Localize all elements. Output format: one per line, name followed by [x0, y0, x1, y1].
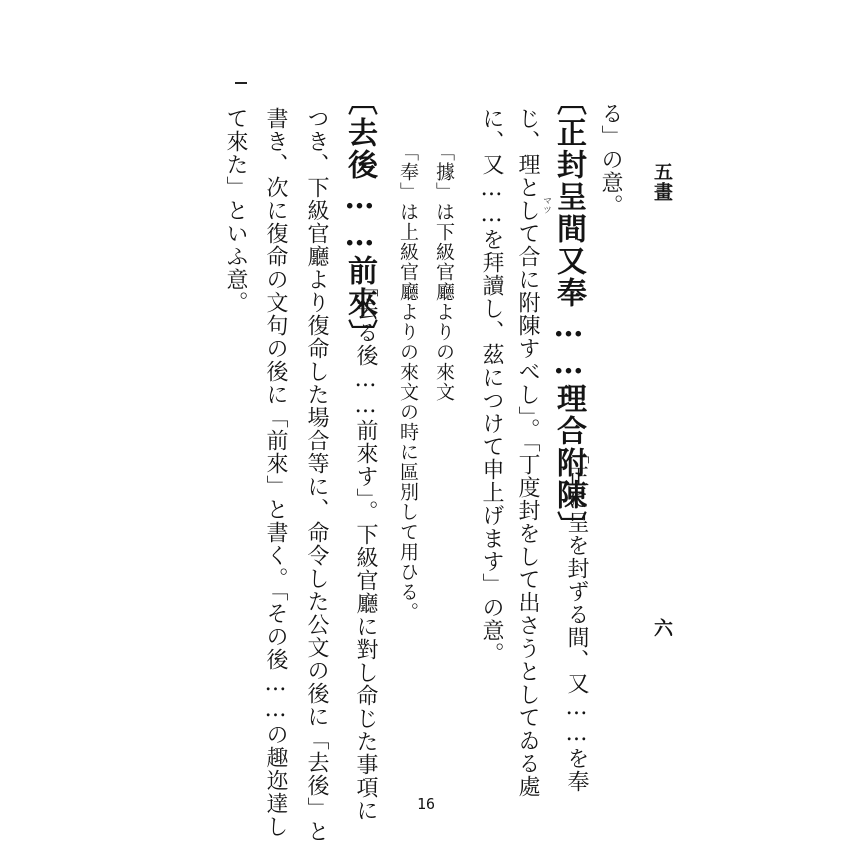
page-number: 16 — [416, 795, 436, 813]
text-column-2: 「正に呈を封ずる間、又……を奉 — [564, 442, 589, 793]
text-column-5: 「據」は下級官廳よりの來文 — [433, 142, 455, 402]
section-marker-six: 六 — [651, 618, 673, 638]
text-column-8: つき、下級官廳より復命した場合等に、命令した公文の後に「去後」と — [304, 107, 329, 843]
ruby-reading: マツ — [541, 196, 551, 214]
margin-mark — [235, 82, 247, 84]
text-column-7: 「去る後……前來す」。下級官廳に對し命じた事項に — [353, 275, 378, 822]
section-marker-five-strokes: 五畫 — [651, 162, 673, 202]
text-column-9: 書き、次に復命の文句の後に「前來」と書く。「その後……の趣迩達し — [263, 107, 288, 838]
heading-zheng-feng-cheng-jian: 〔正封呈間又奉……理合附陳〕 — [551, 85, 586, 543]
text-column-4: に、又……を拜讀し、茲につけて申上げます」の意。 — [479, 107, 504, 665]
text-column-6: 「奉」は上級官廳よりの來文の時に區別して用ひる。 — [397, 142, 419, 622]
heading-qu-hou-qian-lai: 〔去後……前來〕 — [342, 85, 377, 351]
text-column-10: て來た」といふ意。 — [223, 107, 248, 314]
text-column-3: じ、理として合に附陳すべし」。「丁度封をして出さうとしてゐる處 — [515, 107, 540, 798]
text-column-1: る」の意。 — [598, 102, 623, 217]
